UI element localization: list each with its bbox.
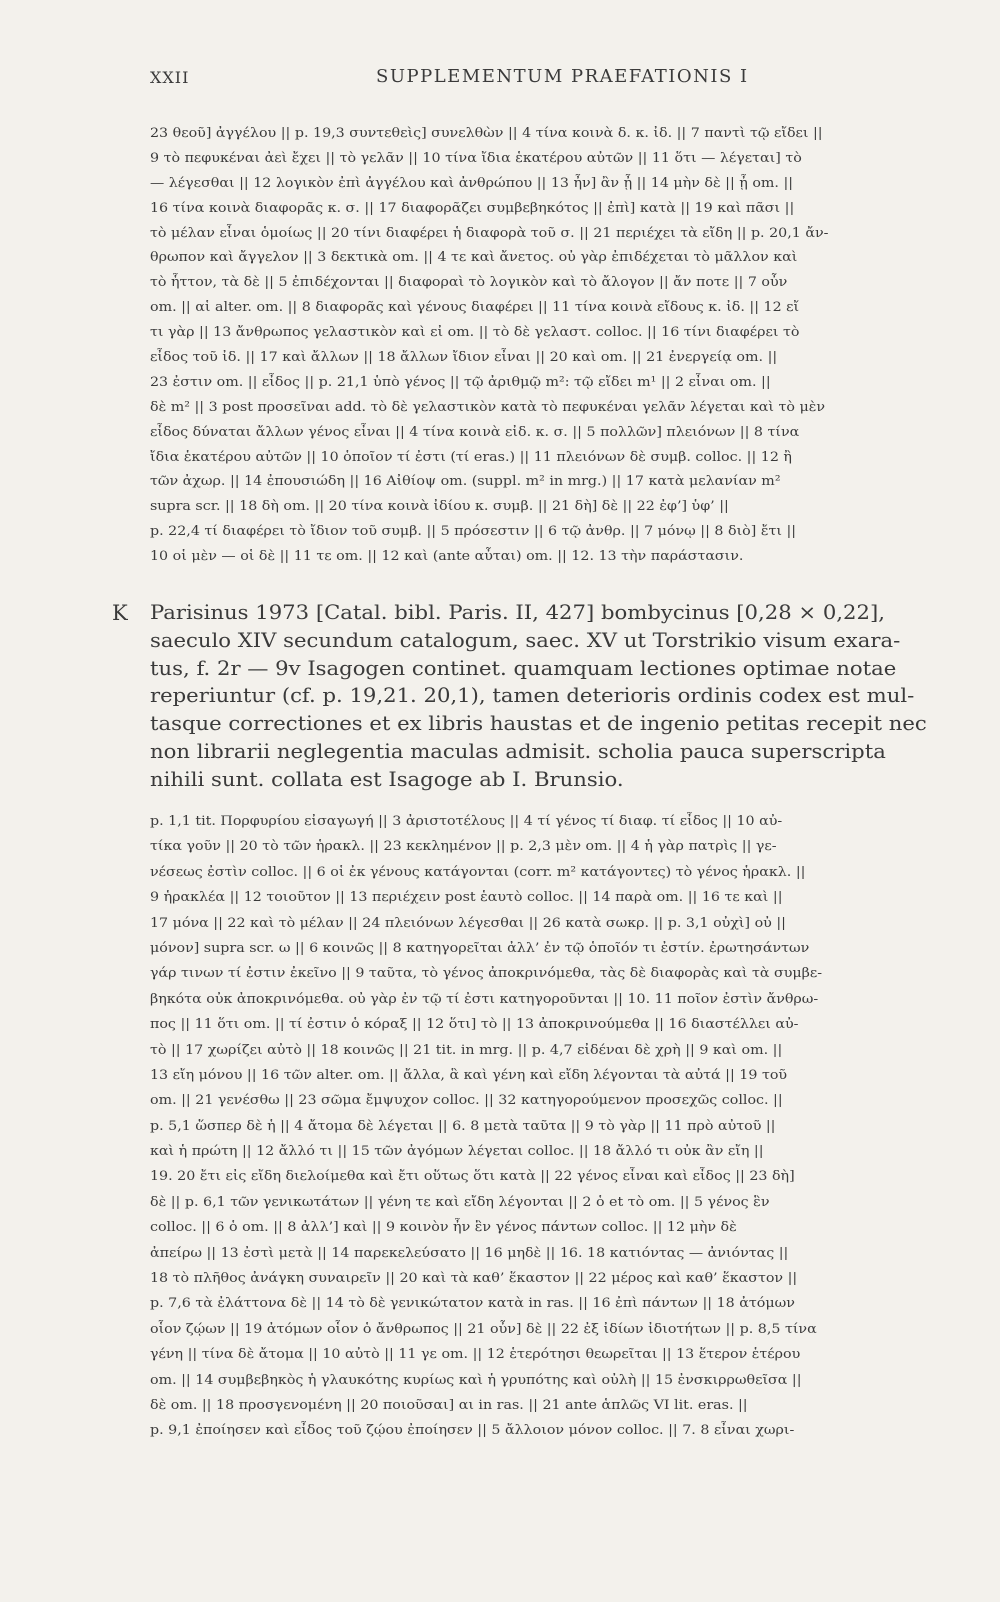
apparatus-line: τι γὰρ || 13 ἄνθρωπος γελαστικὸν καὶ εἰ om. || τὸ δὲ γελαστ. colloc. || 16 τίνι διαφέρει τὸ xyxy=(150,325,800,341)
description-line: non librarii neglegentia maculas admisit. scholia pauca superscripta xyxy=(150,739,886,763)
collation-notes xyxy=(150,809,956,1444)
collation-line: p. 5,1 ὥσπερ δὲ ἡ || 4 ἄτομα δὲ λέγεται || 6. 8 μετὰ ταῦτα || 9 τὸ γὰρ || 11 πρὸ αὐτοῦ || xyxy=(150,1118,776,1134)
apparatus-line: — λέγεσθαι || 12 λογικὸν ἐπὶ ἀγγέλου καὶ ἀνθρώπου || 13 ἦν] ἂν ᾖ || 14 μὴν δὲ || ᾖ om. || xyxy=(150,175,794,191)
collation-line: γένη || τίνα δὲ ἄτομα || 10 αὐτὸ || 11 γε om. || 12 ἑτερότησι θεωρεῖται || 13 ἕτερον ἑτέρου xyxy=(150,1347,801,1363)
collation-line: πος || 11 ὅτι om. || τί ἐστιν ὁ κόραξ || 12 ὅτι] τὸ || 13 ἀποκρινούμεθα || 16 διαστέλλει αὐ- xyxy=(150,1017,799,1033)
collation-line: οἷον ζῴων || 19 ἀτόμων οἷον ὁ ἄνθρωπος || 21 οὖν] δὲ || 22 ἐξ ἰδίων ἰδιοτήτων || p. 8,5 τίνα xyxy=(150,1321,817,1337)
collation-line: 18 τὸ πλῆθος ἀνάγκη συναιρεῖν || 20 καὶ τὰ καθ’ ἕκαστον || 22 μέρος καὶ καθ’ ἕκαστον || xyxy=(150,1271,798,1287)
collation-line: δὲ om. || 18 προσγενομένη || 20 ποιοῦσαι] αι in ras. || 21 ante ἁπλῶς VI lit. eras. || xyxy=(150,1397,748,1413)
critical-apparatus xyxy=(150,122,956,570)
collation-line: 17 μόνα || 22 καὶ τὸ μέλαν || 24 πλειόνων λέγεσθαι || 26 κατὰ σωκρ. || p. 3,1 οὐχὶ] οὐ || xyxy=(150,915,786,931)
apparatus-line: ἴδια ἑκατέρου αὐτῶν || 10 ὁποῖον τί ἐστι (τί eras.) || 11 πλειόνων δὲ συμβ. colloc. || 12 ἢ xyxy=(150,449,792,465)
collation-line: p. 1,1 tit. Πορφυρίου εἰσαγωγή || 3 ἀριστοτέλους || 4 τί γένος τί διαφ. τί εἶδος || 10 αὐ- xyxy=(150,814,783,829)
apparatus-line: τῶν ἀχωρ. || 14 ἐπουσιώδη || 16 Αἰθίοψ om. (suppl. m² in mrg.) || 17 κατὰ μελανίαν m² xyxy=(150,474,781,490)
description-line: tus, f. 2r — 9v Isagogen continet. quamquam lectiones optimae notae xyxy=(150,656,897,680)
collation-line: δὲ || p. 6,1 τῶν γενικωτάτων || γένη τε καὶ εἴδη λέγονται || 2 ὁ et τὸ om. || 5 γένος ἓν xyxy=(150,1194,770,1210)
apparatus-line: 23 θεοῦ] ἀγγέλου || p. 19,3 συντεθεὶς] συνελθὼν || 4 τίνα κοινὰ δ. κ. ἰδ. || 7 παντὶ τῷ εἴδει || xyxy=(150,126,823,141)
description-line: saeculo XIV secundum catalogum, saec. XV ut Torstrikio visum exara- xyxy=(150,628,901,652)
collation-line: om. || 14 συμβεβηκὸς ἡ γλαυκότης κυρίως καὶ ἡ γρυπότης καὶ οὐλὴ || 15 ἐνσκιρρωθεῖσα || xyxy=(150,1372,802,1388)
apparatus-line: 16 τίνα κοινὰ διαφορᾶς κ. σ. || 17 διαφορᾶζει συμβεβηκότος || ἐπὶ] κατὰ || 19 καὶ πᾶσι || xyxy=(150,200,795,216)
running-header xyxy=(0,60,1000,100)
collation-line: βηκότα οὐκ ἀποκρινόμεθα. οὐ γὰρ ἐν τῷ τί ἐστι κατηγοροῦνται || 10. 11 ποῖον ἐστὶν ἄνθρω- xyxy=(150,991,819,1007)
apparatus-line: p. 22,4 τί διαφέρει τὸ ἴδιον τοῦ συμβ. || 5 πρόσεστιν || 6 τῷ ἀνθρ. || 7 μόνῳ || 8 διὸ] ἔτι || xyxy=(150,524,797,540)
description-line: tasque correctiones et ex libris haustas et de ingenio petitas recepit nec xyxy=(150,712,927,736)
collation-line: 9 ἡρακλέα || 12 τοιοῦτον || 13 περιέχειν post ἑαυτὸ colloc. || 14 παρὰ om. || 16 τε καὶ || xyxy=(150,890,783,906)
apparatus-line: δὲ m² || 3 post προσεῖναι add. τὸ δὲ γελαστικὸν κατὰ τὸ πεφυκέναι γελᾶν λέγεται καὶ τὸ μὲν xyxy=(150,399,826,415)
apparatus-line: 10 οἱ μὲν — οἱ δὲ || 11 τε om. || 12 καὶ (ante αὖται) om. || 12. 13 τὴν παράστασιν. xyxy=(150,549,744,565)
apparatus-line: εἶδος τοῦ ἰδ. || 17 καὶ ἄλλων || 18 ἄλλων ἴδιον εἶναι || 20 καὶ om. || 21 ἐνεργείᾳ om. || xyxy=(150,350,778,366)
collation-line: p. 7,6 τὰ ἐλάττονα δὲ || 14 τὸ δὲ γενικώτατον κατὰ in ras. || 16 ἐπὶ πάντων || 18 ἀτόμων xyxy=(150,1296,795,1312)
collation-line: τίκα γοῦν || 20 τὸ τῶν ἡρακλ. || 23 κεκλημένον || p. 2,3 μὲν om. || 4 ἡ γὰρ πατρὶς || γε- xyxy=(150,839,777,855)
apparatus-line: θρωπον καὶ ἄγγελον || 3 δεκτικὰ om. || 4 τε καὶ ἄνετος. οὐ γὰρ ἐπιδέχεται τὸ μᾶλλον καὶ xyxy=(150,250,798,266)
collation-line: τὸ || 17 χωρίζει αὐτὸ || 18 κοινῶς || 21 tit. in mrg. || p. 4,7 εἰδέναι δὲ χρὴ || 9 καὶ om. || xyxy=(150,1042,783,1058)
apparatus-line: τὸ μέλαν εἶναι ὁμοίως || 20 τίνι διαφέρει ἡ διαφορὰ τοῦ σ. || 21 περιέχει τὰ εἴδη || p. 20,1 ἄν- xyxy=(150,225,829,241)
apparatus-line: 23 ἐστιν om. || εἶδος || p. 21,1 ὑπὸ γένος || τῷ ἀριθμῷ m²: τῷ εἴδει m¹ || 2 εἶναι om. || xyxy=(150,374,771,390)
collation-line: 13 εἴη μόνου || 16 τῶν alter. om. || ἄλλα, ἃ καὶ γένη καὶ εἴδη λέγονται τὰ αὐτά || 19 τοῦ xyxy=(150,1067,788,1083)
collation-line: μόνον] supra scr. ω || 6 κοινῶς || 8 κατηγορεῖται ἀλλ’ ἐν τῷ ὁποῖόν τι ἐστίν. ἐρωτησάντων xyxy=(150,940,810,956)
apparatus-line: τὸ ἧττον, τὰ δὲ || 5 ἐπιδέχονται || διαφοραὶ τὸ λογικὸν καὶ τὸ ἄλογον || ἄν ποτε || 7 οὖν xyxy=(150,275,788,291)
running-title: SUPPLEMENTUM PRAEFATIONIS I xyxy=(376,66,749,87)
collation-line: p. 9,1 ἐποίησεν καὶ εἶδος τοῦ ζῴου ἐποίησεν || 5 ἄλλοιον μόνον colloc. || 7. 8 εἶναι χωρι- xyxy=(150,1423,795,1439)
apparatus-line: εἶδος δύναται ἄλλων γένος εἶναι || 4 τίνα κοινὰ εἰδ. κ. σ. || 5 πολλῶν] πλειόνων || 8 τίνα xyxy=(150,424,800,440)
manuscript-description xyxy=(150,599,956,794)
description-line: Parisinus 1973 [Catal. bibl. Paris. II, 427] bombycinus [0,28 × 0,22], xyxy=(150,601,885,624)
collation-line: ἀπείρω || 13 ἐστὶ μετὰ || 14 παρεκελεύσατο || 16 μηδὲ || 16. 18 κατιόντας — ἀνιόντας || xyxy=(150,1245,789,1261)
manuscript-siglum: K xyxy=(112,601,128,625)
collation-line: colloc. || 6 ὁ om. || 8 ἀλλ’] καὶ || 9 κοινὸν ἦν ἓν γένος πάντων colloc. || 12 μὴν δὲ xyxy=(150,1220,737,1236)
apparatus-line: supra scr. || 18 δὴ om. || 20 τίνα κοινὰ ἰδίου κ. συμβ. || 21 δὴ] δὲ || 22 ἐφ’] ὑφ’ || xyxy=(150,499,729,515)
collation-line: νέσεως ἐστὶν colloc. || 6 οἱ ἐκ γένους κατάγονται (corr. m² κατάγοντες) τὸ γένος ἡρακλ. || xyxy=(150,864,806,880)
collation-line: om. || 21 γενέσθω || 23 σῶμα ἔμψυχον colloc. || 32 κατηγορούμενον προσεχῶς colloc. || xyxy=(150,1093,783,1109)
apparatus-line: 9 τὸ πεφυκέναι ἀεὶ ἔχει || τὸ γελᾶν || 10 τίνα ἴδια ἑκατέρου αὐτῶν || 11 ὅτι — λέγεται] τὸ xyxy=(150,150,802,166)
collation-line: 19. 20 ἔτι εἰς εἴδη διελοίμεθα καὶ ἔτι οὕτως ὅτι κατὰ || 22 γένος εἶναι καὶ εἶδος || 23 δὴ] xyxy=(150,1169,795,1185)
collation-line: καὶ ἡ πρώτη || 12 ἄλλό τι || 15 τῶν ἀγόμων λέγεται colloc. || 18 ἄλλό τι οὐκ ἂν εἴη || xyxy=(150,1144,764,1160)
description-line: reperiuntur (cf. p. 19,21. 20,1), tamen deterioris ordinis codex est mul- xyxy=(150,684,915,708)
page-number: XXII xyxy=(150,68,190,87)
collation-line: γάρ τινων τί ἐστιν ἐκεῖνο || 9 ταῦτα, τὸ γένος ἀποκρινόμεθα, τὰς δὲ διαφορὰς καὶ τὰ συμβε- xyxy=(150,966,823,982)
description-line: nihili sunt. collata est Isagoge ab I. Brunsio. xyxy=(150,767,624,791)
apparatus-line: om. || αἱ alter. om. || 8 διαφορᾶς καὶ γένους διαφέρει || 11 τίνα κοινὰ εἴδους κ. ἰδ. || 12 εἴ xyxy=(150,300,800,316)
